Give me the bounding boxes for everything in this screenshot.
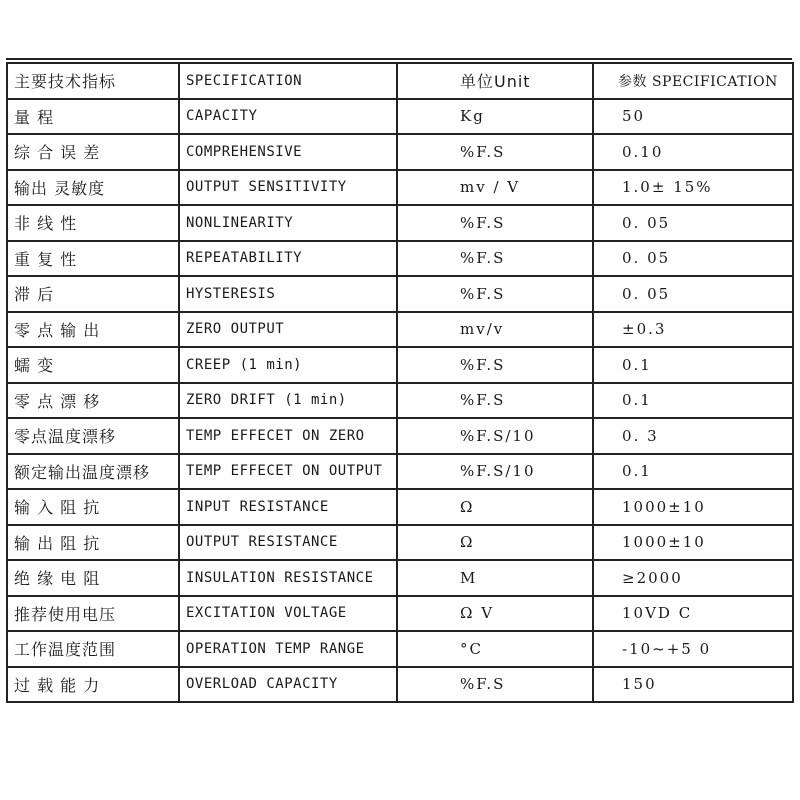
spec-name-en: OUTPUT RESISTANCE <box>179 525 397 561</box>
spec-value: 150 <box>593 667 793 703</box>
spec-name-en: EXCITATION VOLTAGE <box>179 596 397 632</box>
spec-name-zh: 输 入 阻 抗 <box>7 489 179 525</box>
table-row <box>7 205 793 241</box>
table-row <box>7 276 793 312</box>
spec-name-en: NONLINEARITY <box>179 205 397 241</box>
header-unit: 单位Unit <box>397 63 593 99</box>
spec-unit: %F.S <box>397 667 593 703</box>
spec-value: 1.0± 15% <box>593 170 793 206</box>
spec-unit: %F.S <box>397 134 593 170</box>
spec-value: 50 <box>593 99 793 135</box>
table-row <box>7 596 793 632</box>
spec-unit: %F.S <box>397 383 593 419</box>
spec-name-en: ZERO DRIFT (1 min) <box>179 383 397 419</box>
spec-name-en: OPERATION TEMP RANGE <box>179 631 397 667</box>
spec-name-en: ZERO OUTPUT <box>179 312 397 348</box>
spec-unit: °C <box>397 631 593 667</box>
spec-name-en: CREEP (1 min) <box>179 347 397 383</box>
spec-value: 1000±10 <box>593 489 793 525</box>
spec-name-zh: 非 线 性 <box>7 205 179 241</box>
spec-unit: %F.S <box>397 205 593 241</box>
spec-name-en: OUTPUT SENSITIVITY <box>179 170 397 206</box>
spec-value: ≥2000 <box>593 560 793 596</box>
spec-unit: M <box>397 560 593 596</box>
spec-name-zh: 输出 灵敏度 <box>7 170 179 206</box>
spec-name-en: HYSTERESIS <box>179 276 397 312</box>
header-value: 参数 SPECIFICATION <box>593 63 793 99</box>
spec-value: 0. 05 <box>593 276 793 312</box>
spec-unit: %F.S <box>397 276 593 312</box>
table-row <box>7 383 793 419</box>
spec-name-zh: 输 出 阻 抗 <box>7 525 179 561</box>
header-name-en: SPECIFICATION <box>179 63 397 99</box>
spec-value: ±0.3 <box>593 312 793 348</box>
spec-unit: %F.S/10 <box>397 418 593 454</box>
spec-value: 0. 3 <box>593 418 793 454</box>
specification-table <box>6 62 794 703</box>
table-row <box>7 170 793 206</box>
spec-unit: Ω <box>397 489 593 525</box>
spec-name-zh: 绝 缘 电 阻 <box>7 560 179 596</box>
spec-name-en: INPUT RESISTANCE <box>179 489 397 525</box>
spec-name-zh: 量 程 <box>7 99 179 135</box>
spec-value: 0.1 <box>593 454 793 490</box>
spec-value: 1000±10 <box>593 525 793 561</box>
table-row <box>7 525 793 561</box>
table-row <box>7 560 793 596</box>
spec-name-en: TEMP EFFECET ON ZERO <box>179 418 397 454</box>
spec-unit: %F.S <box>397 347 593 383</box>
spec-value: 0. 05 <box>593 241 793 277</box>
spec-value: 0. 05 <box>593 205 793 241</box>
specification-table-body <box>7 63 793 702</box>
table-row <box>7 134 793 170</box>
spec-name-zh: 蠕 变 <box>7 347 179 383</box>
spec-name-en: COMPREHENSIVE <box>179 134 397 170</box>
spec-name-en: OVERLOAD CAPACITY <box>179 667 397 703</box>
spec-name-zh: 零点温度漂移 <box>7 418 179 454</box>
table-header-row <box>7 63 793 99</box>
table-row <box>7 312 793 348</box>
spec-name-en: CAPACITY <box>179 99 397 135</box>
spec-name-zh: 综 合 误 差 <box>7 134 179 170</box>
spec-name-zh: 推荐使用电压 <box>7 596 179 632</box>
table-row <box>7 489 793 525</box>
spec-value: -10~+5 0 <box>593 631 793 667</box>
spec-name-en: INSULATION RESISTANCE <box>179 560 397 596</box>
spec-value: 0.1 <box>593 383 793 419</box>
spec-unit: mv/v <box>397 312 593 348</box>
spec-unit: Kg <box>397 99 593 135</box>
spec-value: 0.10 <box>593 134 793 170</box>
spec-value: 0.1 <box>593 347 793 383</box>
table-row <box>7 454 793 490</box>
table-row <box>7 241 793 277</box>
table-row <box>7 347 793 383</box>
spec-name-zh: 过 载 能 力 <box>7 667 179 703</box>
table-row <box>7 418 793 454</box>
spec-name-zh: 工作温度范围 <box>7 631 179 667</box>
spec-name-en: REPEATABILITY <box>179 241 397 277</box>
spec-name-zh: 额定输出温度漂移 <box>7 454 179 490</box>
table-row <box>7 631 793 667</box>
table-row <box>7 99 793 135</box>
spec-unit: Ω <box>397 525 593 561</box>
table-top-border <box>6 58 792 60</box>
spec-unit: %F.S/10 <box>397 454 593 490</box>
spec-name-zh: 滞 后 <box>7 276 179 312</box>
header-name-zh: 主要技术指标 <box>7 63 179 99</box>
spec-unit: Ω V <box>397 596 593 632</box>
specification-sheet <box>6 62 792 703</box>
spec-value: 10VD C <box>593 596 793 632</box>
spec-name-zh: 零 点 漂 移 <box>7 383 179 419</box>
spec-name-zh: 重 复 性 <box>7 241 179 277</box>
spec-name-en: TEMP EFFECET ON OUTPUT <box>179 454 397 490</box>
spec-unit: %F.S <box>397 241 593 277</box>
spec-unit: mv / V <box>397 170 593 206</box>
spec-name-zh: 零 点 输 出 <box>7 312 179 348</box>
table-row <box>7 667 793 703</box>
